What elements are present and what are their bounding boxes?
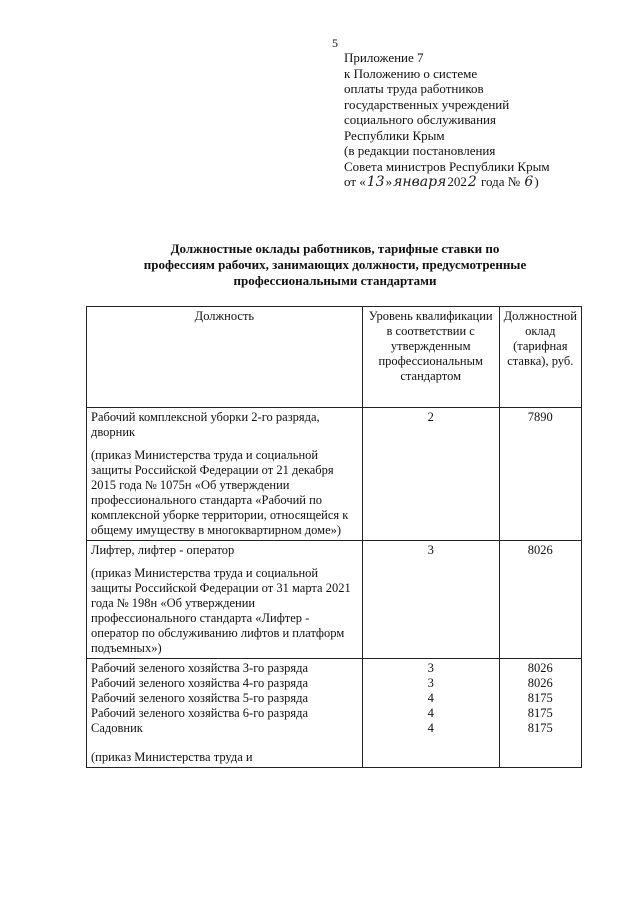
header-qualification-level: Уровень квалификации в соответствии с утвержденным профессиональным стандартом <box>362 307 499 408</box>
position-title: Садовник <box>91 721 143 735</box>
handwritten-year-digit: 2 <box>467 174 477 190</box>
appendix-line: (в редакции постановления <box>344 143 496 158</box>
position-cell <box>87 541 363 659</box>
title-line: Должностные оклады работников, тарифные ставки по <box>170 241 500 256</box>
level-cell <box>362 659 499 768</box>
document-title <box>100 241 570 289</box>
level-value: 4 <box>427 706 434 720</box>
position-title: Рабочий зеленого хозяйства 4-го разряда <box>91 676 309 690</box>
salary-value: 8175 <box>527 706 553 720</box>
appendix-line: к Положению о системе <box>344 65 478 81</box>
decree-date-line <box>344 174 634 191</box>
level-value: 4 <box>427 721 434 735</box>
level-cell: 2 <box>362 408 499 541</box>
table-header-row <box>87 307 582 408</box>
title-line: профессиям рабочих, занимающих должности, предусмотренные <box>143 257 527 272</box>
position-order: (приказ Министерства труда и <box>91 750 253 764</box>
handwritten-month: января <box>393 174 447 190</box>
page-number: 5 <box>332 36 338 50</box>
position-title: Рабочий комплексной уборки 2-го разряда, дворник <box>91 410 320 439</box>
position-order: (приказ Министерства труда и социальной защиты Российской Федерации от 21 декабря 2015 года № 1075н «Об утверждении профессионального стандарта «Рабочий по комплексной уборке территории, относящейся к общему имуществу в многоквартирном доме») <box>91 448 349 537</box>
salary-value: 8175 <box>527 721 553 735</box>
appendix-line: государственных учреждений <box>344 96 510 112</box>
header-salary: Должностной оклад (тарифная ставка), руб. <box>499 307 581 408</box>
table-row <box>87 659 582 768</box>
level-cell: 3 <box>362 541 499 659</box>
position-title: Рабочий зеленого хозяйства 6-го разряда <box>91 706 309 720</box>
handwritten-day: 13 <box>366 174 385 190</box>
title-line: профессиональными стандартами <box>233 273 437 288</box>
appendix-block <box>344 50 634 191</box>
appendix-line: социального обслуживания <box>344 112 496 127</box>
position-title: Рабочий зеленого хозяйства 3-го разряда <box>91 661 309 675</box>
date-suffix: ) <box>534 174 539 189</box>
appendix-line: Республики Крым <box>344 127 445 143</box>
level-value: 4 <box>427 691 434 705</box>
position-cell <box>87 659 363 768</box>
salary-value: 8026 <box>527 676 553 690</box>
date-prefix: от « <box>344 174 366 189</box>
position-cell <box>87 408 363 541</box>
date-middle: года № <box>477 174 524 189</box>
position-title: Лифтер, лифтер - оператор <box>91 543 235 557</box>
table-row <box>87 408 582 541</box>
appendix-line: Приложение 7 <box>344 50 424 65</box>
salary-cell <box>499 659 581 768</box>
salary-value: 8026 <box>527 661 553 675</box>
level-value: 3 <box>427 661 434 675</box>
salary-cell: 8026 <box>499 541 581 659</box>
level-value: 3 <box>427 676 434 690</box>
appendix-line: Совета министров Республики Крым <box>344 158 550 174</box>
date-quote: » <box>385 174 393 189</box>
table-row <box>87 541 582 659</box>
date-year-prefix: 202 <box>447 174 467 189</box>
handwritten-number: 6 <box>524 174 534 190</box>
salary-cell: 7890 <box>499 408 581 541</box>
salary-table <box>86 306 582 768</box>
position-title: Рабочий зеленого хозяйства 5-го разряда <box>91 691 309 705</box>
appendix-line: оплаты труда работников <box>344 81 484 96</box>
salary-value: 8175 <box>527 691 553 705</box>
header-position: Должность <box>87 307 363 408</box>
position-order: (приказ Министерства труда и социальной защиты Российской Федерации от 31 марта 2021 года № 198н «Об утверждении профессионального стандарта «Лифтер - оператор по обслуживанию лифтов и платформ подъемных») <box>91 566 351 655</box>
